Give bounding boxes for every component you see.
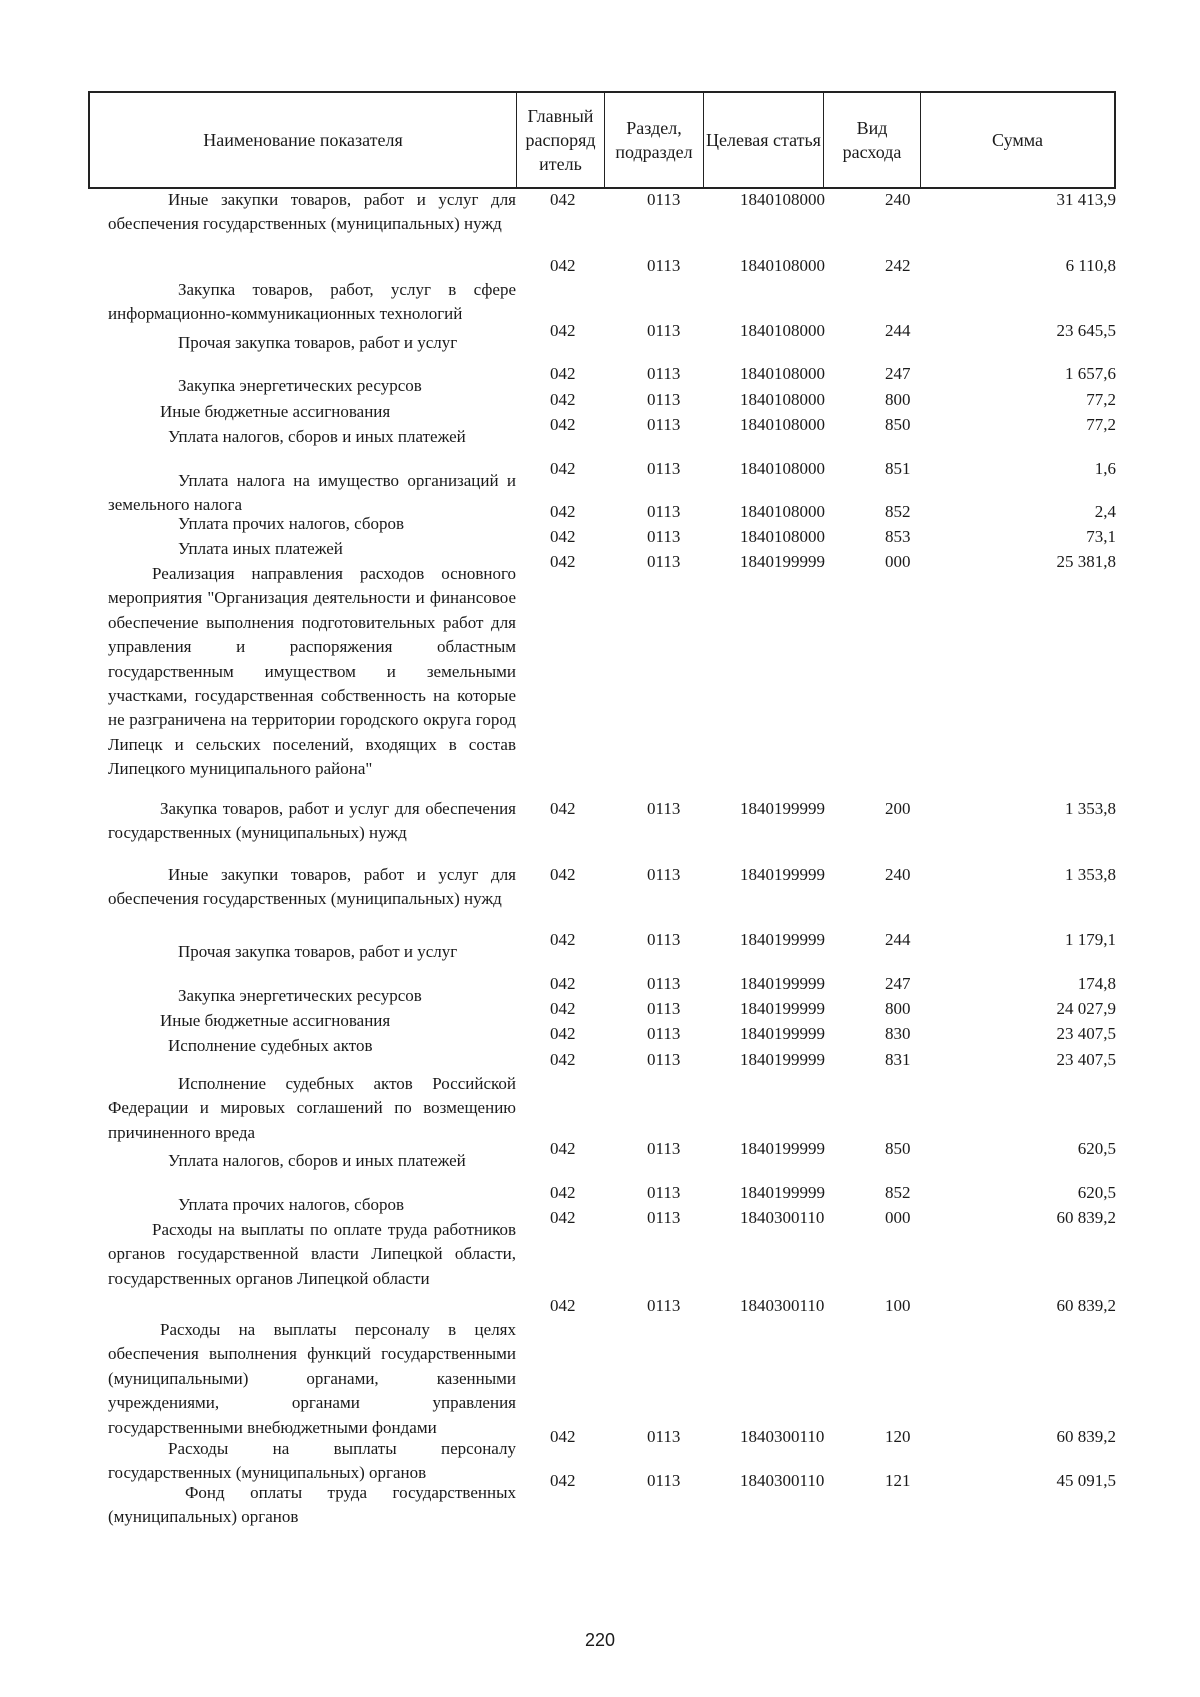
row-vid: 100 [885,1296,911,1315]
row-sum: 31 413,9 [1056,190,1116,209]
row-name: Исполнение судебных актов Российской Федерации и мировых соглашений по возмещению причиненного вреда [108,1074,516,1142]
row-grbs: 042 [550,1296,576,1315]
row-sum: 23 407,5 [1056,1050,1116,1069]
row-name: Прочая закупка товаров, работ и услуг [178,942,458,961]
row-razdel: 0113 [647,256,681,275]
row-razdel: 0113 [647,527,681,546]
row-name: Исполнение судебных актов [168,1036,373,1055]
row-vid: 240 [885,190,911,209]
row-sum: 77,2 [1086,415,1116,434]
row-vid: 200 [885,799,911,818]
row-name: Уплата прочих налогов, сборов [178,514,404,533]
row-sum: 23 407,5 [1056,1024,1116,1043]
row-name: Иные закупки товаров, работ и услуг для обеспечения государственных (муниципальных) нужд [108,865,516,909]
row-razdel: 0113 [647,1024,681,1043]
row-vid: 851 [885,459,911,478]
row-razdel: 0113 [647,321,681,340]
row-grbs: 042 [550,974,576,993]
row-grbs: 042 [550,190,576,209]
row-vid: 853 [885,527,911,546]
row-name: Иные бюджетные ассигнования [160,1011,391,1030]
row-cst: 1840199999 [740,865,825,884]
row-sum: 45 091,5 [1056,1471,1116,1490]
row-cst: 1840108000 [740,459,825,478]
row-vid: 240 [885,865,911,884]
row-razdel: 0113 [647,415,681,434]
row-sum: 620,5 [1077,1139,1116,1158]
row-grbs: 042 [550,999,576,1018]
row-name: Фонд оплаты труда государственных (муниципальных) органов [108,1483,516,1527]
header-vid: Вид расхода [824,93,921,187]
row-razdel: 0113 [647,1050,681,1069]
row-cst: 1840199999 [740,930,825,949]
row-vid: 850 [885,415,911,434]
row-cst: 1840199999 [740,974,825,993]
row-name: Иные бюджетные ассигнования [160,402,391,421]
row-sum: 73,1 [1086,527,1116,546]
row-vid: 244 [885,930,911,949]
row-cst: 1840108000 [740,390,825,409]
row-sum: 60 839,2 [1056,1427,1116,1446]
row-name: Прочая закупка товаров, работ и услуг [178,333,458,352]
row-razdel: 0113 [647,190,681,209]
row-vid: 247 [885,974,911,993]
row-vid: 800 [885,390,911,409]
row-name: Уплата прочих налогов, сборов [178,1195,404,1214]
row-cst: 1840108000 [740,321,825,340]
row-sum: 1,6 [1094,459,1116,478]
row-name: Расходы на выплаты персоналу в целях обеспечения выполнения функций государственными (муниципальными) органами, казенными учреждениями, органами управления государственными внебюджетными фондами [108,1320,516,1437]
row-razdel: 0113 [647,974,681,993]
row-cst: 1840108000 [740,256,825,275]
row-sum: 23 645,5 [1056,321,1116,340]
row-grbs: 042 [550,321,576,340]
row-cst: 1840108000 [740,502,825,521]
header-sum: Сумма [992,130,1043,150]
row-vid: 850 [885,1139,911,1158]
row-razdel: 0113 [647,1183,681,1202]
row-razdel: 0113 [647,502,681,521]
row-grbs: 042 [550,799,576,818]
row-vid: 244 [885,321,911,340]
row-grbs: 042 [550,865,576,884]
row-cst: 1840199999 [740,799,825,818]
row-grbs: 042 [550,930,576,949]
header-cst: Целевая статья [704,93,824,187]
row-name: Иные закупки товаров, работ и услуг для обеспечения государственных (муниципальных) нужд [108,190,516,234]
row-name: Уплата налогов, сборов и иных платежей [168,1151,466,1170]
row-vid: 247 [885,364,911,383]
row-name: Закупка товаров, работ и услуг для обеспечения государственных (муниципальных) нужд [108,799,516,843]
row-vid: 242 [885,256,911,275]
row-cst: 1840199999 [740,552,825,571]
row-sum: 77,2 [1086,390,1116,409]
row-cst: 1840300110 [740,1296,825,1315]
row-grbs: 042 [550,1050,576,1069]
row-grbs: 042 [550,1183,576,1202]
row-sum: 1 657,6 [1065,364,1116,383]
row-razdel: 0113 [647,552,681,571]
row-vid: 000 [885,1208,911,1227]
row-razdel: 0113 [647,459,681,478]
row-sum: 1 179,1 [1065,930,1116,949]
row-razdel: 0113 [647,1471,681,1490]
row-sum: 1 353,8 [1065,799,1116,818]
row-razdel: 0113 [647,1139,681,1158]
row-grbs: 042 [550,459,576,478]
row-razdel: 0113 [647,799,681,818]
row-name: Закупка товаров, работ, услуг в сфере информационно-коммуникационных технологий [108,280,516,324]
row-razdel: 0113 [647,1208,681,1227]
row-razdel: 0113 [647,1296,681,1315]
row-name: Закупка энергетических ресурсов [178,986,422,1005]
row-grbs: 042 [550,502,576,521]
row-sum: 60 839,2 [1056,1208,1116,1227]
row-grbs: 042 [550,415,576,434]
header-grbs: Главный распоряд итель [517,93,605,187]
row-grbs: 042 [550,1139,576,1158]
row-grbs: 042 [550,1427,576,1446]
row-cst: 1840108000 [740,527,825,546]
row-sum: 1 353,8 [1065,865,1116,884]
row-cst: 1840108000 [740,364,825,383]
row-grbs: 042 [550,390,576,409]
row-razdel: 0113 [647,930,681,949]
row-vid: 121 [885,1471,911,1490]
row-razdel: 0113 [647,1427,681,1446]
row-cst: 1840199999 [740,1050,825,1069]
header-razdel: Раздел, подраздел [605,93,704,187]
table-header [88,91,1116,189]
row-sum: 60 839,2 [1056,1296,1116,1315]
row-vid: 800 [885,999,911,1018]
row-grbs: 042 [550,256,576,275]
row-cst: 1840300110 [740,1471,825,1490]
row-grbs: 042 [550,1471,576,1490]
row-cst: 1840300110 [740,1427,825,1446]
row-cst: 1840199999 [740,1024,825,1043]
row-cst: 1840108000 [740,190,825,209]
row-grbs: 042 [550,364,576,383]
row-sum: 24 027,9 [1056,999,1116,1018]
row-vid: 852 [885,502,911,521]
row-vid: 120 [885,1427,911,1446]
row-cst: 1840199999 [740,999,825,1018]
row-vid: 000 [885,552,911,571]
row-vid: 831 [885,1050,911,1069]
page-number: 220 [584,1630,616,1650]
row-cst: 1840300110 [740,1208,825,1227]
row-sum: 620,5 [1077,1183,1116,1202]
row-name: Уплата налога на имущество организаций и земельного налога [108,471,516,515]
row-cst: 1840108000 [740,415,825,434]
row-sum: 174,8 [1077,974,1116,993]
row-grbs: 042 [550,527,576,546]
row-name: Уплата иных платежей [178,539,343,558]
row-razdel: 0113 [647,865,681,884]
row-name: Реализация направления расходов основного мероприятия "Организация деятельности и финансовое обеспечение выполнения подготовительных работ для управления и распоряжения областным государственным имуществом и земельными участками, государственная собственность на которые не разграничена на территории городского округа город Липецк и сельских поселений, входящих в состав Липецкого муниципального района" [108,564,516,779]
row-name: Уплата налогов, сборов и иных платежей [168,427,466,446]
row-grbs: 042 [550,1208,576,1227]
row-name: Закупка энергетических ресурсов [178,376,422,395]
row-grbs: 042 [550,552,576,571]
row-razdel: 0113 [647,999,681,1018]
row-cst: 1840199999 [740,1139,825,1158]
row-sum: 2,4 [1094,502,1116,521]
row-vid: 830 [885,1024,911,1043]
row-vid: 852 [885,1183,911,1202]
row-name: Расходы на выплаты персоналу государственных (муниципальных) органов [108,1439,516,1483]
header-name: Наименование показателя [90,93,517,187]
row-sum: 25 381,8 [1056,552,1116,571]
row-razdel: 0113 [647,390,681,409]
row-grbs: 042 [550,1024,576,1043]
row-cst: 1840199999 [740,1183,825,1202]
row-sum: 6 110,8 [1065,256,1116,275]
row-razdel: 0113 [647,364,681,383]
row-name: Расходы на выплаты по оплате труда работников органов государственной власти Липецкой области, государственных органов Липецкой области [108,1220,516,1288]
